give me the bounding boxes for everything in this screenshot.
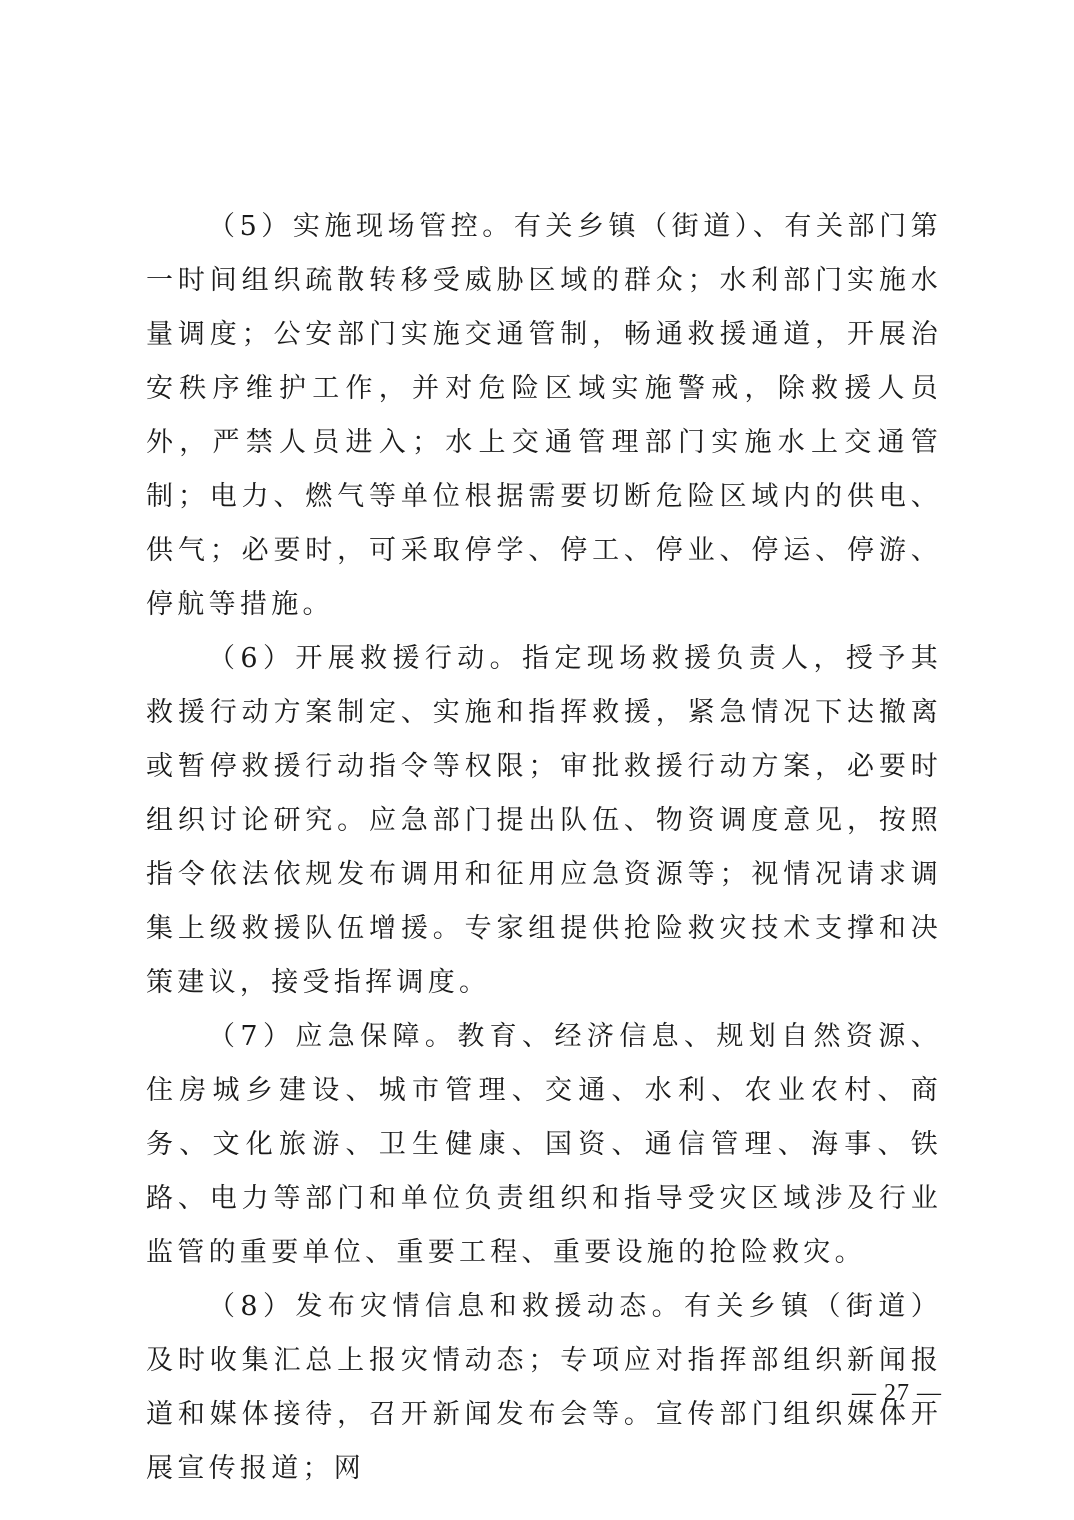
page-number: — 27 — (852, 1380, 942, 1406)
document-body (146, 200, 942, 1496)
paragraph-7-emergency-support: （7）应急保障。教育、经济信息、规划自然资源、住房城乡建设、城市管理、交通、水利、农业农村、商务、文化旅游、卫生健康、国资、通信管理、海事、铁路、电力等部门和单位负责组织和指导受灾区域涉及行业监管的重要单位、重要工程、重要设施的抢险救灾。 (146, 1021, 942, 1268)
paragraph-6-rescue-operations: （6）开展救援行动。指定现场救援负责人，授予其救援行动方案制定、实施和指挥救援，紧急情况下达撤离或暂停救援行动指令等权限；审批救援行动方案，必要时组织讨论研究。应急部门提出队伍、物资调度意见，按照指令依法依规发布调用和征用应急资源等；视情况请求调集上级救援队伍增援。专家组提供抢险救灾技术支撑和决策建议，接受指挥调度。 (146, 643, 942, 998)
paragraph-8-disaster-information: （8）发布灾情信息和救援动态。有关乡镇（街道）及时收集汇总上报灾情动态；专项应对指挥部组织新闻报道和媒体接待，召开新闻发布会等。宣传部门组织媒体开展宣传报道；网 (146, 1291, 942, 1484)
paragraph-5-site-control: （5）实施现场管控。有关乡镇（街道）、有关部门第一时间组织疏散转移受威胁区域的群众；水利部门实施水量调度；公安部门实施交通管制，畅通救援通道，开展治安秩序维护工作，并对危险区域实施警戒，除救援人员外，严禁人员进入；水上交通管理部门实施水上交通管制；电力、燃气等单位根据需要切断危险区域内的供电、供气；必要时，可采取停学、停工、停业、停运、停游、停航等措施。 (146, 211, 942, 620)
